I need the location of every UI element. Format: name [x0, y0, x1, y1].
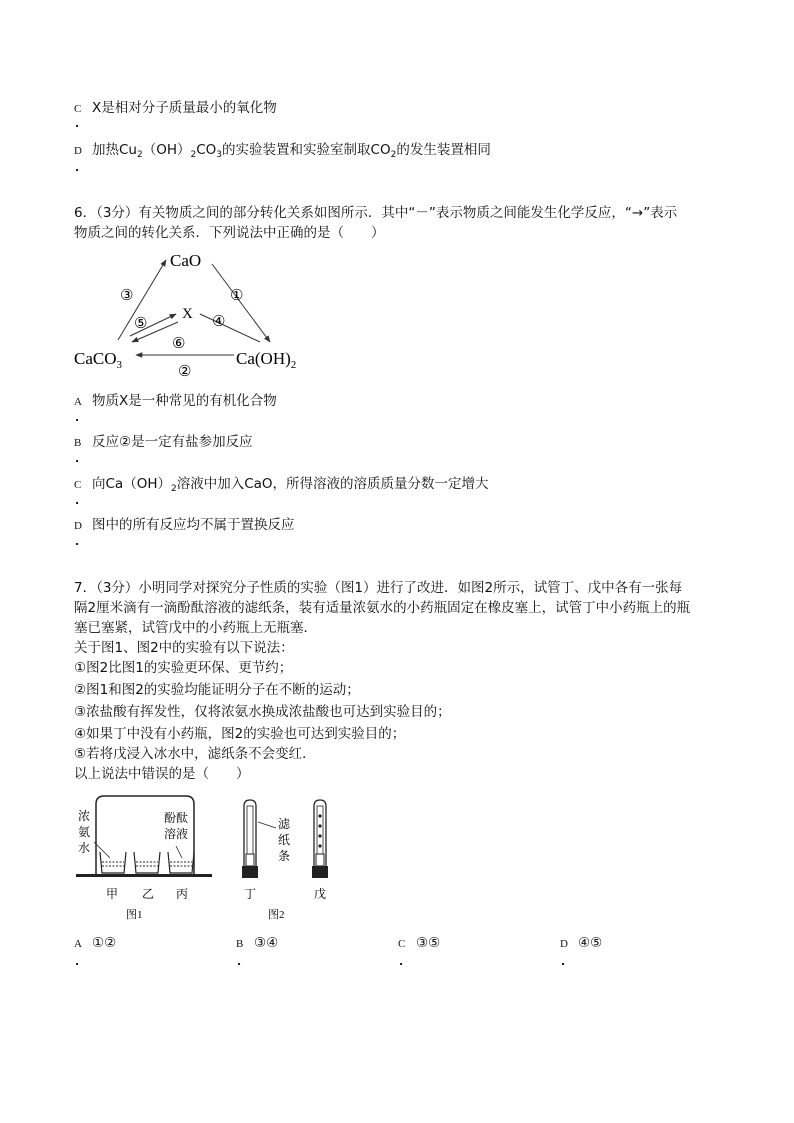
- q7-option-d: ④⑤: [578, 935, 603, 951]
- node-caoh2: $Ca(OH)_2$: [236, 349, 297, 371]
- node-caco3: CaCO$_3$: [74, 349, 122, 371]
- q7-statement-1: ①图2比图1的实验更环保、更节约；: [74, 660, 293, 676]
- beaker-yi: 乙: [142, 887, 155, 901]
- label-ammonia-1: 浓: [78, 809, 91, 823]
- label-phenol-2: 溶液: [164, 827, 189, 841]
- beaker-bing: 丙: [176, 887, 189, 901]
- q7-statement-2: ②图1和图2的实验均能证明分子在不断的运动；: [74, 682, 360, 698]
- q7-statement-3: ③浓盐酸有挥发性，仅将浓氨水换成浓盐酸也可达到实验目的；: [74, 704, 451, 720]
- label-5: ⑤: [134, 316, 148, 332]
- option-letter: C: [74, 103, 82, 115]
- label-3: ③: [120, 288, 134, 304]
- q6-option-c: 向$Ca(OH)_2$溶液中加入CaO，所得溶液的溶质质量分数一定增大: [92, 476, 489, 494]
- option-dot: .: [561, 955, 566, 968]
- q7-stem-line2: 隔2厘米滴有一滴酚酞溶液的滤纸条，装有适量浓氨水的小药瓶固定在橡皮塞上，试管丁中小药瓶上的瓶: [74, 600, 691, 616]
- option-dot: .: [75, 411, 80, 424]
- label-ammonia-3: 水: [78, 841, 91, 855]
- label-6: ⑥: [172, 336, 186, 352]
- option-letter: A: [74, 396, 82, 408]
- option-dot: .: [75, 452, 80, 465]
- option-dot: .: [75, 535, 80, 548]
- label-paper-2: 纸: [278, 833, 291, 847]
- option-letter: A: [74, 938, 82, 950]
- q7-intro: 关于图1、图2中的实验有以下说法：: [74, 640, 294, 656]
- option-dot: .: [75, 117, 80, 130]
- q6-option-d: 图中的所有反应均不属于置换反应: [92, 517, 295, 533]
- q7-stem-line1: 7．（3分）小明同学对探究分子性质的实验（图1）进行了改进．如图2所示，试管丁、戊中各有一张每: [74, 580, 683, 596]
- q5-option-c: X是相对分子质量最小的氧化物: [92, 100, 277, 116]
- option-letter: C: [398, 938, 406, 950]
- label-paper-1: 滤: [278, 817, 291, 831]
- tube-wu: 戊: [314, 887, 327, 901]
- tube-ding: 丁: [244, 887, 257, 901]
- q6-conversion-diagram: [70, 244, 320, 378]
- option-letter: D: [560, 938, 568, 950]
- line-4: [200, 314, 260, 342]
- option-dot: .: [75, 494, 80, 507]
- label-4: ④: [212, 314, 226, 330]
- q5-option-d: 加热$Cu_2(OH)_2CO_3$的实验装置和实验室制取$CO_2$的发生装置相同: [92, 142, 491, 160]
- q7-stem-line3: 塞已塞紧，试管戊中的小药瓶上无瓶塞．: [74, 620, 317, 636]
- label-ammonia-2: 氨: [78, 825, 91, 839]
- figure-2: [242, 800, 328, 921]
- q7-experiment-figure: [72, 792, 342, 922]
- option-letter: B: [74, 437, 82, 449]
- beaker-jia: 甲: [106, 887, 119, 901]
- label-paper-3: 条: [278, 849, 291, 863]
- q7-question: 以上说法中错误的是（ ）: [74, 766, 250, 782]
- q7-option-b: ③④: [254, 935, 279, 951]
- q6-option-a: 物质X是一种常见的有机化合物: [92, 393, 277, 409]
- node-cao: CaO: [170, 251, 202, 270]
- option-dot: .: [75, 161, 80, 174]
- q6-option-b: 反应②是一定有盐参加反应: [92, 434, 253, 450]
- q7-option-c: ③⑤: [416, 935, 441, 951]
- label-2: ②: [178, 364, 192, 378]
- node-x: X: [182, 306, 193, 322]
- q7-statement-4: ④如果丁中没有小药瓶，图2的实验也可达到实验目的；: [74, 726, 406, 742]
- option-letter: D: [74, 145, 82, 157]
- label-phenol-1: 酚酞: [164, 811, 189, 825]
- figure-2-caption: 图2: [268, 909, 285, 921]
- label-1: ①: [230, 288, 244, 304]
- figure-1-caption: 图1: [126, 909, 143, 921]
- q6-stem-line1: 6．（3分）有关物质之间的部分转化关系如图所示．其中“－”表示物质之间能发生化学反应，“→”表示: [74, 205, 678, 221]
- option-letter: D: [74, 520, 82, 532]
- option-letter: C: [74, 479, 82, 491]
- figure-1: [76, 796, 212, 921]
- option-dot: .: [75, 955, 80, 968]
- q6-stem-line2: 物质之间的转化关系．下列说法中正确的是（ ）: [74, 225, 385, 241]
- option-letter: B: [236, 938, 244, 950]
- q7-option-a: ①②: [92, 935, 117, 951]
- option-dot: .: [237, 955, 242, 968]
- option-dot: .: [399, 955, 404, 968]
- q7-statement-5: ⑤若将戊浸入冰水中，滤纸条不会变红．: [74, 746, 316, 762]
